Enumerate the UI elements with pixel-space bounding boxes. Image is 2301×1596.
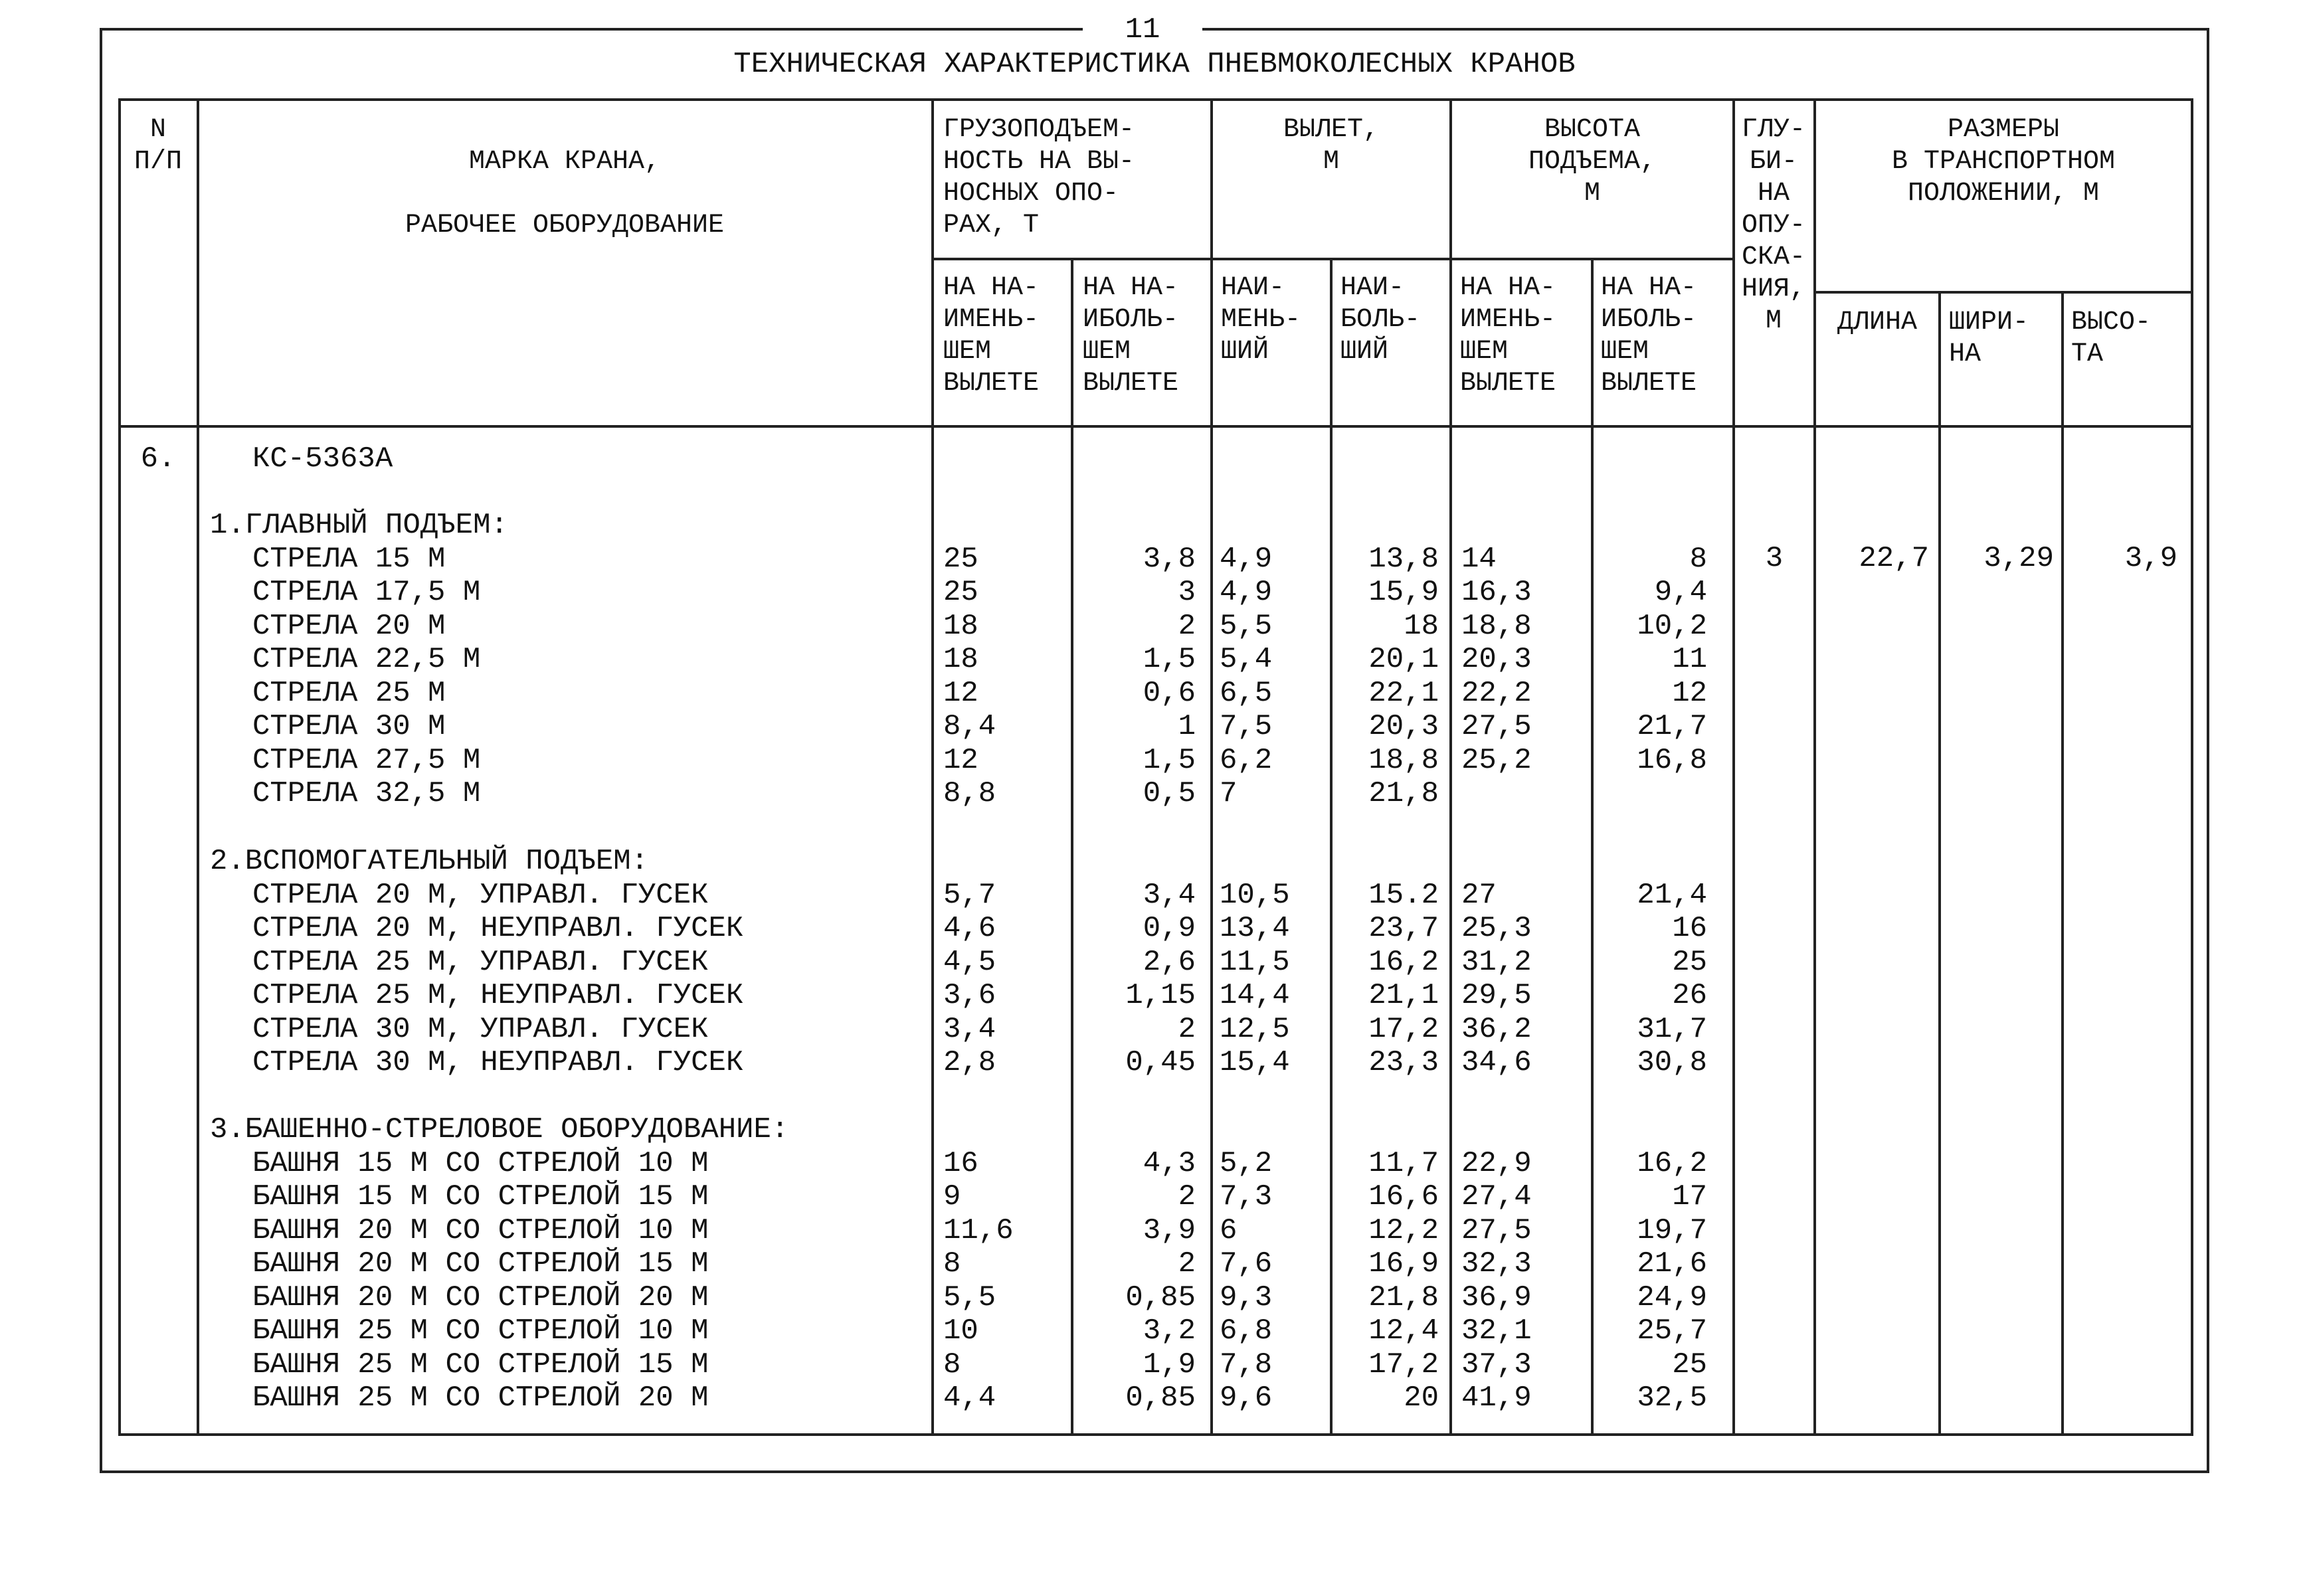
cell-reach-min: 5,2 <box>1220 1146 1273 1180</box>
cell-label: БАШНЯ 25 М СО СТРЕЛОЙ 10 М <box>252 1314 709 1348</box>
cell-height-min: 27 <box>1461 878 1497 912</box>
cell-height-max: 21,4 <box>1637 878 1707 912</box>
header-reach-min: НАИ- МЕНЬ- ШИЙ <box>1221 273 1301 367</box>
cell-label: СТРЕЛА 20 М, УПРАВЛ. ГУСЕК <box>252 878 709 912</box>
cell-height-min: 36,9 <box>1461 1281 1532 1314</box>
cell-reach-min: 14,4 <box>1220 979 1290 1012</box>
cell-cap-min: 5,7 <box>943 878 996 912</box>
cell-height-min: 22,9 <box>1461 1146 1532 1180</box>
cell-reach-min: 7 <box>1220 777 1238 810</box>
header-height-min: НА НА- ИМЕНЬ- ШЕМ ВЫЛЕТЕ <box>1460 273 1556 399</box>
cell-height-max: 16,2 <box>1637 1146 1707 1180</box>
cell-reach-max: 23,7 <box>1368 912 1439 945</box>
width-value: 3,29 <box>1983 542 2054 575</box>
cell-label: СТРЕЛА 20 М, НЕУПРАВЛ. ГУСЕК <box>252 912 744 945</box>
cell-height-min: 16,3 <box>1461 576 1532 609</box>
cell-height-min: 27,5 <box>1461 1213 1532 1247</box>
cell-reach-min: 6 <box>1220 1213 1238 1247</box>
cell-cap-max: 3 <box>1178 576 1196 609</box>
header-height: ВЫСОТА ПОДЪЕМА, М <box>1528 115 1657 209</box>
cell-cap-max: 2,6 <box>1143 945 1196 979</box>
cell-cap-min: 5,5 <box>943 1281 996 1314</box>
cell-label: БАШНЯ 15 М СО СТРЕЛОЙ 10 М <box>252 1146 709 1180</box>
cell-reach-max: 20,3 <box>1368 710 1439 743</box>
cell-cap-max: 4,3 <box>1143 1146 1196 1180</box>
cell-cap-min: 25 <box>943 576 978 609</box>
section-title: 1.ГЛАВНЫЙ ПОДЪЕМ: <box>210 509 508 542</box>
cell-label: СТРЕЛА 17,5 М <box>252 576 481 609</box>
cell-label: БАШНЯ 20 М СО СТРЕЛОЙ 15 М <box>252 1247 709 1281</box>
cell-reach-max: 15.2 <box>1368 878 1439 912</box>
page-title: ТЕХНИЧЕСКАЯ ХАРАКТЕРИСТИКА ПНЕВМОКОЛЕСНЫХ КРАНОВ <box>733 48 1576 81</box>
dim-height-value: 3,9 <box>2124 542 2177 575</box>
cell-reach-min: 7,6 <box>1220 1247 1273 1281</box>
cell-height-max: 24,9 <box>1637 1281 1707 1314</box>
cell-reach-max: 11,7 <box>1368 1146 1439 1180</box>
cell-cap-min: 4,4 <box>943 1381 996 1415</box>
cell-label: СТРЕЛА 32,5 М <box>252 777 481 810</box>
cell-label: СТРЕЛА 30 М, НЕУПРАВЛ. ГУСЕК <box>252 1046 744 1079</box>
col-sep-reach <box>1330 258 1333 1436</box>
cell-height-max: 31,7 <box>1637 1012 1707 1046</box>
cell-height-min: 25,2 <box>1461 743 1532 777</box>
col-sep-reach-height <box>1449 98 1452 1436</box>
cell-cap-max: 0,6 <box>1143 676 1196 710</box>
page-number: 11 <box>1125 13 1160 46</box>
cell-height-max: 25 <box>1672 945 1707 979</box>
cell-label: СТРЕЛА 25 М <box>252 676 446 710</box>
col-sep-length <box>1938 291 1941 1436</box>
section-title: 2.ВСПОМОГАТЕЛЬНЫЙ ПОДЪЕМ: <box>210 845 649 878</box>
table-bottom <box>118 1433 2193 1436</box>
header-bottom <box>118 425 2193 428</box>
crane-model: КС-5363А <box>252 442 393 476</box>
cell-reach-max: 17,2 <box>1368 1012 1439 1046</box>
cell-reach-max: 18 <box>1404 609 1439 643</box>
cell-cap-min: 8 <box>943 1348 961 1381</box>
cell-cap-min: 10 <box>943 1314 978 1348</box>
cell-label: СТРЕЛА 20 М <box>252 609 446 643</box>
cell-height-max: 8 <box>1689 542 1707 576</box>
header-subrule-dims <box>1813 291 2193 294</box>
cell-reach-min: 6,5 <box>1220 676 1273 710</box>
cell-height-max: 17 <box>1672 1180 1707 1213</box>
cell-cap-max: 3,2 <box>1143 1314 1196 1348</box>
cell-label: СТРЕЛА 25 М, НЕУПРАВЛ. ГУСЕК <box>252 979 744 1012</box>
cell-cap-max: 2 <box>1178 1180 1196 1213</box>
cell-height-min: 25,3 <box>1461 912 1532 945</box>
cell-height-min: 32,1 <box>1461 1314 1532 1348</box>
header-depth: ГЛУ- БИ- НА ОПУ- СКА- НИЯ, М <box>1741 115 1805 336</box>
cell-height-max: 21,7 <box>1637 710 1707 743</box>
cell-reach-max: 23,3 <box>1368 1046 1439 1079</box>
col-sep-depth-dims <box>1813 98 1816 1436</box>
cell-label: БАШНЯ 25 М СО СТРЕЛОЙ 15 М <box>252 1348 709 1381</box>
cell-reach-min: 13,4 <box>1220 912 1290 945</box>
cell-reach-min: 7,5 <box>1220 710 1273 743</box>
header-dims: РАЗМЕРЫ В ТРАНСПОРТНОМ ПОЛОЖЕНИИ, М <box>1891 115 2116 209</box>
cell-height-min: 27,5 <box>1461 710 1532 743</box>
cell-cap-min: 18 <box>943 643 978 676</box>
cell-height-max: 9,4 <box>1654 576 1707 609</box>
cell-height-max: 30,8 <box>1637 1046 1707 1079</box>
header-width: ШИРИ- НА <box>1949 308 2029 369</box>
cell-height-min: 22,2 <box>1461 676 1532 710</box>
cell-height-max: 21,6 <box>1637 1247 1707 1281</box>
cell-height-min: 27,4 <box>1461 1180 1532 1213</box>
header-reach: ВЫЛЕТ, М <box>1283 115 1380 177</box>
cell-reach-max: 13,8 <box>1368 542 1439 576</box>
cell-reach-min: 11,5 <box>1220 945 1290 979</box>
header-num: N П/П <box>134 115 182 177</box>
cell-label: СТРЕЛА 22,5 М <box>252 643 481 676</box>
cell-reach-min: 7,3 <box>1220 1180 1273 1213</box>
depth-value: 3 <box>1765 542 1784 575</box>
cell-height-max: 25 <box>1672 1348 1707 1381</box>
length-value: 22,7 <box>1859 542 1929 575</box>
cell-reach-max: 20,1 <box>1368 643 1439 676</box>
cell-cap-min: 16 <box>943 1146 978 1180</box>
cell-height-min: 37,3 <box>1461 1348 1532 1381</box>
frame-bottom <box>100 1470 2209 1473</box>
cell-cap-max: 1,5 <box>1143 743 1196 777</box>
frame-top-right <box>1202 28 2209 31</box>
cell-reach-max: 16,2 <box>1368 945 1439 979</box>
cell-reach-max: 17,2 <box>1368 1348 1439 1381</box>
cell-label: СТРЕЛА 25 М, УПРАВЛ. ГУСЕК <box>252 945 709 979</box>
cell-height-max: 25,7 <box>1637 1314 1707 1348</box>
cell-reach-max: 20 <box>1404 1381 1439 1415</box>
cell-reach-max: 12,4 <box>1368 1314 1439 1348</box>
cell-reach-min: 6,2 <box>1220 743 1273 777</box>
cell-cap-max: 3,8 <box>1143 542 1196 576</box>
cell-height-max: 26 <box>1672 979 1707 1012</box>
cell-cap-max: 1,15 <box>1125 979 1196 1012</box>
cell-label: БАШНЯ 20 М СО СТРЕЛОЙ 20 М <box>252 1281 709 1314</box>
cell-cap-max: 0,45 <box>1125 1046 1196 1079</box>
cell-label: БАШНЯ 20 М СО СТРЕЛОЙ 10 М <box>252 1213 709 1247</box>
col-left <box>118 98 121 1436</box>
cell-cap-max: 3,4 <box>1143 878 1196 912</box>
cell-cap-min: 18 <box>943 609 978 643</box>
table-top <box>118 98 2193 101</box>
cell-height-min: 36,2 <box>1461 1012 1532 1046</box>
cell-label: СТРЕЛА 27,5 М <box>252 743 481 777</box>
cell-height-min: 29,5 <box>1461 979 1532 1012</box>
cell-cap-min: 3,4 <box>943 1012 996 1046</box>
cell-label: СТРЕЛА 30 М, УПРАВЛ. ГУСЕК <box>252 1012 709 1046</box>
cell-cap-max: 2 <box>1178 609 1196 643</box>
header-dim-height: ВЫСО- ТА <box>2071 308 2152 369</box>
cell-height-max: 32,5 <box>1637 1381 1707 1415</box>
cell-reach-min: 6,8 <box>1220 1314 1273 1348</box>
cell-reach-min: 4,9 <box>1220 542 1273 576</box>
frame-left <box>100 28 102 1473</box>
cell-height-max: 12 <box>1672 676 1707 710</box>
cell-label: БАШНЯ 15 М СО СТРЕЛОЙ 15 М <box>252 1180 709 1213</box>
cell-cap-max: 0,5 <box>1143 777 1196 810</box>
cell-cap-min: 4,6 <box>943 912 996 945</box>
cell-height-max: 16,8 <box>1637 743 1707 777</box>
cell-height-min: 14 <box>1461 542 1497 576</box>
cell-cap-max: 1,9 <box>1143 1348 1196 1381</box>
col-sep-mark <box>931 98 934 1436</box>
cell-height-min: 18,8 <box>1461 609 1532 643</box>
cell-height-min: 41,9 <box>1461 1381 1532 1415</box>
cell-height-max: 11 <box>1672 643 1707 676</box>
cell-cap-min: 8,4 <box>943 710 996 743</box>
cell-label: СТРЕЛА 15 М <box>252 542 446 576</box>
cell-reach-min: 9,6 <box>1220 1381 1273 1415</box>
col-sep-height <box>1591 258 1594 1436</box>
header-reach-max: НАИ- БОЛЬ- ШИЙ <box>1340 273 1421 367</box>
col-sep-capacity-reach <box>1210 98 1213 1436</box>
cell-reach-max: 16,6 <box>1368 1180 1439 1213</box>
cell-height-min: 34,6 <box>1461 1046 1532 1079</box>
cell-reach-min: 5,5 <box>1220 609 1273 643</box>
cell-cap-min: 11,6 <box>943 1213 1014 1247</box>
section-title: 3.БАШЕННО-СТРЕЛОВОЕ ОБОРУДОВАНИЕ: <box>210 1113 789 1146</box>
header-cap-max: НА НА- ИБОЛЬ- ШЕМ ВЫЛЕТЕ <box>1083 273 1179 399</box>
cell-reach-min: 12,5 <box>1220 1012 1290 1046</box>
cell-reach-min: 10,5 <box>1220 878 1290 912</box>
cell-reach-min: 4,9 <box>1220 576 1273 609</box>
cell-reach-max: 18,8 <box>1368 743 1439 777</box>
cell-cap-max: 0,9 <box>1143 912 1196 945</box>
cell-cap-min: 3,6 <box>943 979 996 1012</box>
cell-cap-min: 8 <box>943 1247 961 1281</box>
cell-reach-max: 12,2 <box>1368 1213 1439 1247</box>
cell-reach-min: 15,4 <box>1220 1046 1290 1079</box>
cell-cap-min: 12 <box>943 743 978 777</box>
frame-right <box>2207 28 2209 1473</box>
cell-reach-max: 21,8 <box>1368 1281 1439 1314</box>
cell-reach-max: 22,1 <box>1368 676 1439 710</box>
header-subrule-mid <box>931 258 1735 260</box>
col-sep-width <box>2061 291 2064 1436</box>
cell-cap-min: 2,8 <box>943 1046 996 1079</box>
cell-cap-max: 0,85 <box>1125 1281 1196 1314</box>
cell-height-max: 19,7 <box>1637 1213 1707 1247</box>
crane-number: 6. <box>140 442 176 476</box>
cell-cap-min: 4,5 <box>943 945 996 979</box>
cell-cap-min: 12 <box>943 676 978 710</box>
cell-height-max: 16 <box>1672 912 1707 945</box>
cell-cap-max: 2 <box>1178 1012 1196 1046</box>
cell-cap-max: 3,9 <box>1143 1213 1196 1247</box>
cell-reach-min: 7,8 <box>1220 1348 1273 1381</box>
cell-label: БАШНЯ 25 М СО СТРЕЛОЙ 20 М <box>252 1381 709 1415</box>
cell-cap-min: 25 <box>943 542 978 576</box>
cell-reach-max: 16,9 <box>1368 1247 1439 1281</box>
frame-top-left <box>100 28 1083 31</box>
cell-height-min: 32,3 <box>1461 1247 1532 1281</box>
cell-label: СТРЕЛА 30 М <box>252 710 446 743</box>
cell-cap-max: 1 <box>1178 710 1196 743</box>
header-height-max: НА НА- ИБОЛЬ- ШЕМ ВЫЛЕТЕ <box>1601 273 1697 399</box>
cell-cap-max: 0,85 <box>1125 1381 1196 1415</box>
cell-reach-min: 5,4 <box>1220 643 1273 676</box>
cell-reach-max: 15,9 <box>1368 576 1439 609</box>
cell-reach-max: 21,1 <box>1368 979 1439 1012</box>
col-sep-cap <box>1071 258 1073 1436</box>
cell-cap-min: 8,8 <box>943 777 996 810</box>
cell-reach-min: 9,3 <box>1220 1281 1273 1314</box>
header-capacity: ГРУЗОПОДЪЕМ- НОСТЬ НА ВЫ- НОСНЫХ ОПО- РАХ, Т <box>943 115 1135 240</box>
header-cap-min: НА НА- ИМЕНЬ- ШЕМ ВЫЛЕТЕ <box>943 273 1040 399</box>
cell-cap-min: 9 <box>943 1180 961 1213</box>
cell-height-min: 20,3 <box>1461 643 1532 676</box>
col-sep-num <box>197 98 199 1436</box>
cell-cap-max: 1,5 <box>1143 643 1196 676</box>
cell-height-max: 10,2 <box>1637 609 1707 643</box>
cell-reach-max: 21,8 <box>1368 777 1439 810</box>
col-right <box>2191 98 2193 1436</box>
cell-height-min: 31,2 <box>1461 945 1532 979</box>
cell-cap-max: 2 <box>1178 1247 1196 1281</box>
header-mark: МАРКА КРАНА, РАБОЧЕЕ ОБОРУДОВАНИЕ <box>405 147 725 240</box>
header-length: ДЛИНА <box>1837 308 1918 337</box>
